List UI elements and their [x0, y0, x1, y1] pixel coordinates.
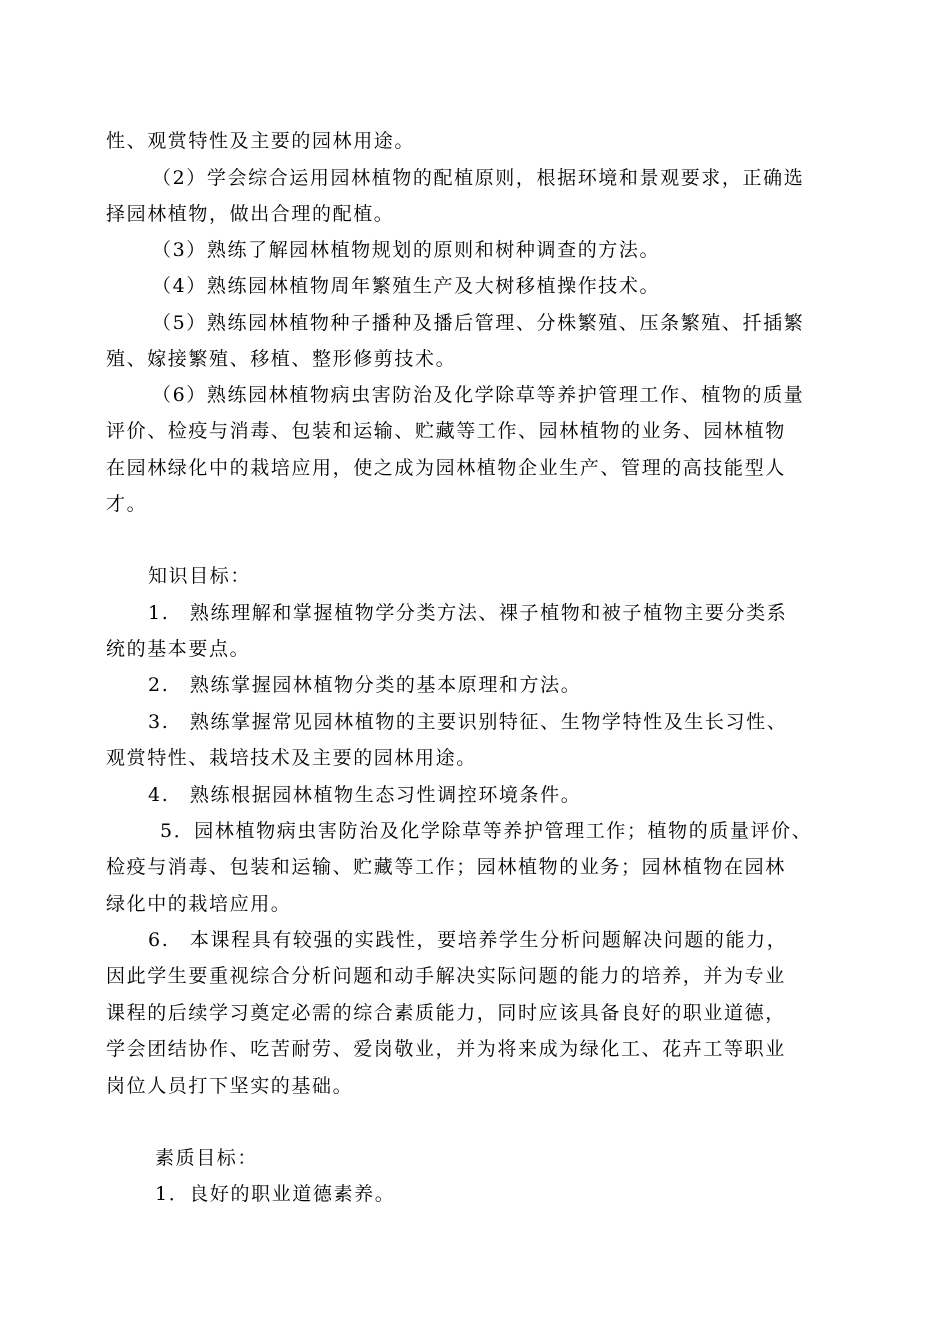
knowledge-item-6-line-4: 学会团结协作、吃苦耐劳、爱岗敬业，并为将来成为绿化工、花卉工等职业: [106, 1038, 786, 1060]
knowledge-item-3-line-1: 3. 熟练掌握常见园林植物的主要识别特征、生物学特性及生长习性、: [148, 711, 788, 733]
skills-item-6-line-2: 评价、检疫与消毒、包装和运输、贮藏等工作、园林植物的业务、园林植物: [106, 420, 786, 442]
knowledge-item-6-line-2: 因此学生要重视综合分析问题和动手解决实际问题的能力的培养，并为专业: [106, 965, 786, 987]
skills-item-6-line-1: （6）熟练园林植物病虫害防治及化学除草等养护管理工作、植物的质量: [152, 384, 805, 406]
skills-item-3: （3）熟练了解园林植物规划的原则和树种调查的方法。: [152, 239, 661, 261]
quality-heading: 素质目标：: [155, 1147, 259, 1169]
skills-item-5-line-1: （5）熟练园林植物种子播种及播后管理、分株繁殖、压条繁殖、扦插繁: [152, 312, 805, 334]
skills-item-2-line-2: 择园林植物，做出合理的配植。: [106, 203, 395, 225]
quality-item-1: 1．良好的职业道德素养。: [155, 1183, 396, 1205]
knowledge-item-3-line-2: 观赏特性、栽培技术及主要的园林用途。: [106, 747, 477, 769]
knowledge-item-1-line-1: 1. 熟练理解和掌握植物学分类方法、裸子植物和被子植物主要分类系: [148, 602, 788, 624]
knowledge-item-4: 4. 熟练根据园林植物生态习性调控环境条件。: [148, 784, 582, 806]
knowledge-item-6-line-3: 课程的后续学习奠定必需的综合素质能力，同时应该具备良好的职业道德，: [106, 1002, 786, 1024]
skills-item-6-line-3: 在园林绿化中的栽培应用，使之成为园林植物企业生产、管理的高技能型人: [106, 457, 786, 479]
skills-item-1-tail: 性、观赏特性及主要的园林用途。: [106, 130, 416, 152]
knowledge-item-6-line-5: 岗位人员打下坚实的基础。: [106, 1075, 354, 1097]
skills-item-5-line-2: 殖、嫁接繁殖、移植、整形修剪技术。: [106, 348, 457, 370]
skills-item-6-line-4: 才。: [106, 493, 148, 515]
knowledge-item-1-line-2: 统的基本要点。: [106, 638, 251, 660]
knowledge-item-5-line-2: 检疫与消毒、包装和运输、贮藏等工作；园林植物的业务；园林植物在园林: [106, 856, 786, 878]
skills-item-4: （4）熟练园林植物周年繁殖生产及大树移植操作技术。: [152, 275, 661, 297]
knowledge-item-6-line-1: 6. 本课程具有较强的实践性，要培养学生分析问题解决问题的能力，: [148, 929, 788, 951]
knowledge-item-2: 2. 熟练掌握园林植物分类的基本原理和方法。: [148, 674, 582, 696]
knowledge-heading: 知识目标：: [148, 565, 252, 587]
knowledge-item-5-line-3: 绿化中的栽培应用。: [106, 893, 292, 915]
skills-item-2-line-1: （2）学会综合运用园林植物的配植原则，根据环境和景观要求，正确选: [152, 167, 805, 189]
knowledge-item-5-line-1: 5．园林植物病虫害防治及化学除草等养护管理工作；植物的质量评价、: [160, 820, 813, 842]
